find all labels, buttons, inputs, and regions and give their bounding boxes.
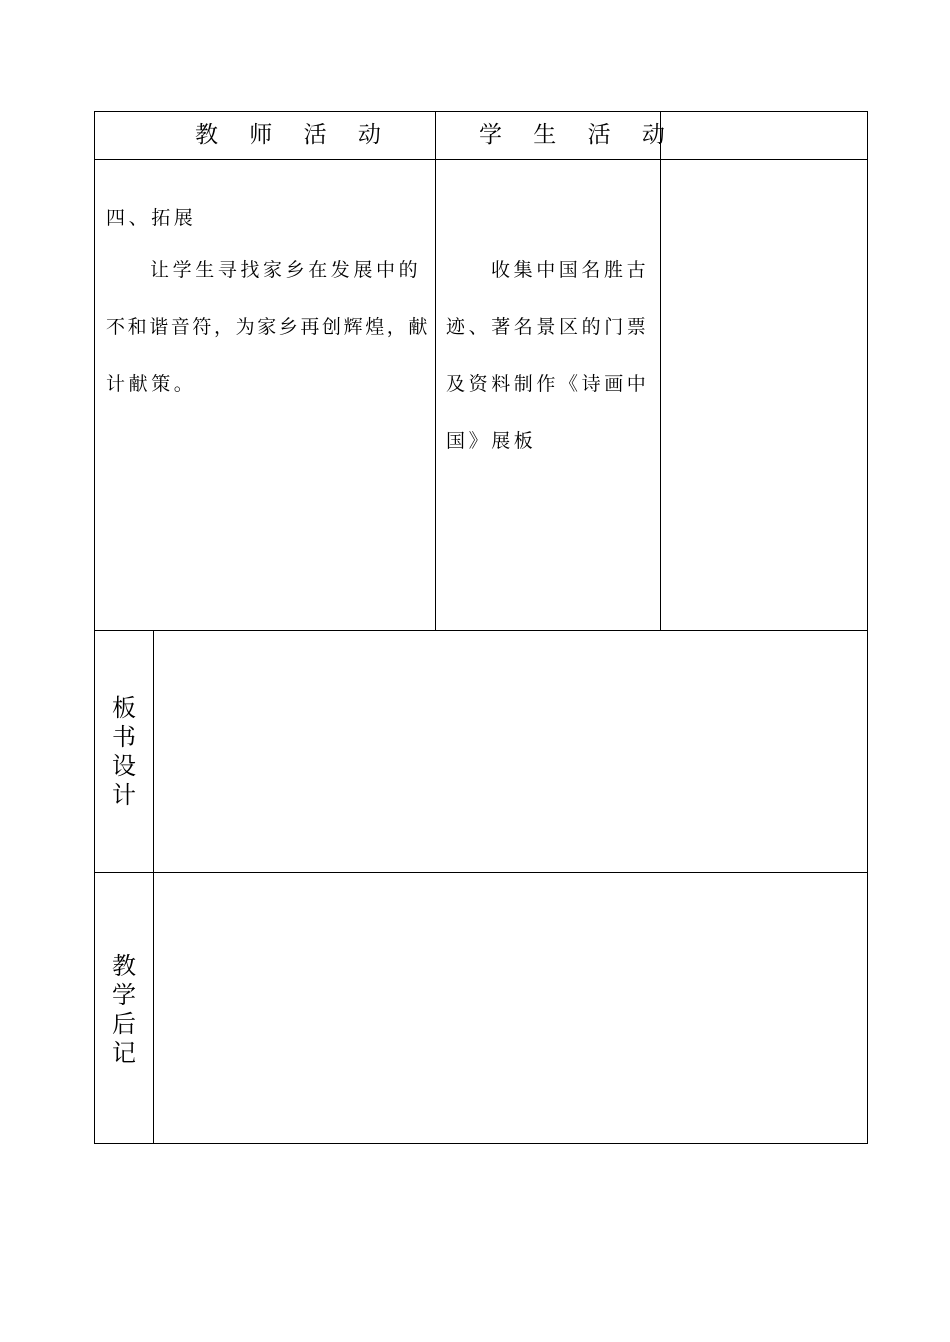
teacher-activity-header: 教 师 活 动: [195, 122, 393, 148]
table-top-border: [94, 111, 868, 112]
teaching-notes-content-cell: [154, 873, 867, 1143]
table-left-border: [94, 111, 95, 1144]
student-text-line: 国》展板: [446, 430, 537, 452]
table-bottom-border: [94, 1143, 868, 1144]
board-design-label: 板书设计: [112, 694, 136, 809]
teaching-notes-label: 教学后记: [112, 952, 136, 1067]
teacher-section-title: 四、拓展: [106, 207, 197, 229]
teacher-text-line: 不和谐音符，为家乡再创辉煌，献: [106, 316, 431, 338]
teacher-text-line: 计献策。: [106, 373, 197, 395]
teacher-column-divider: [435, 111, 436, 631]
notes-column-cell: [661, 160, 867, 630]
board-design-content-cell: [154, 631, 867, 872]
student-activity-header: 学 生 活 动: [479, 122, 677, 148]
student-text-line: 收集中国名胜古: [491, 259, 650, 281]
student-text-line: 迹、著名景区的门票: [446, 316, 650, 338]
teacher-text-line: 让学生寻找家乡在发展中的: [150, 259, 422, 281]
student-text-line: 及资料制作《诗画中: [446, 373, 650, 395]
table-right-border: [867, 111, 868, 1144]
